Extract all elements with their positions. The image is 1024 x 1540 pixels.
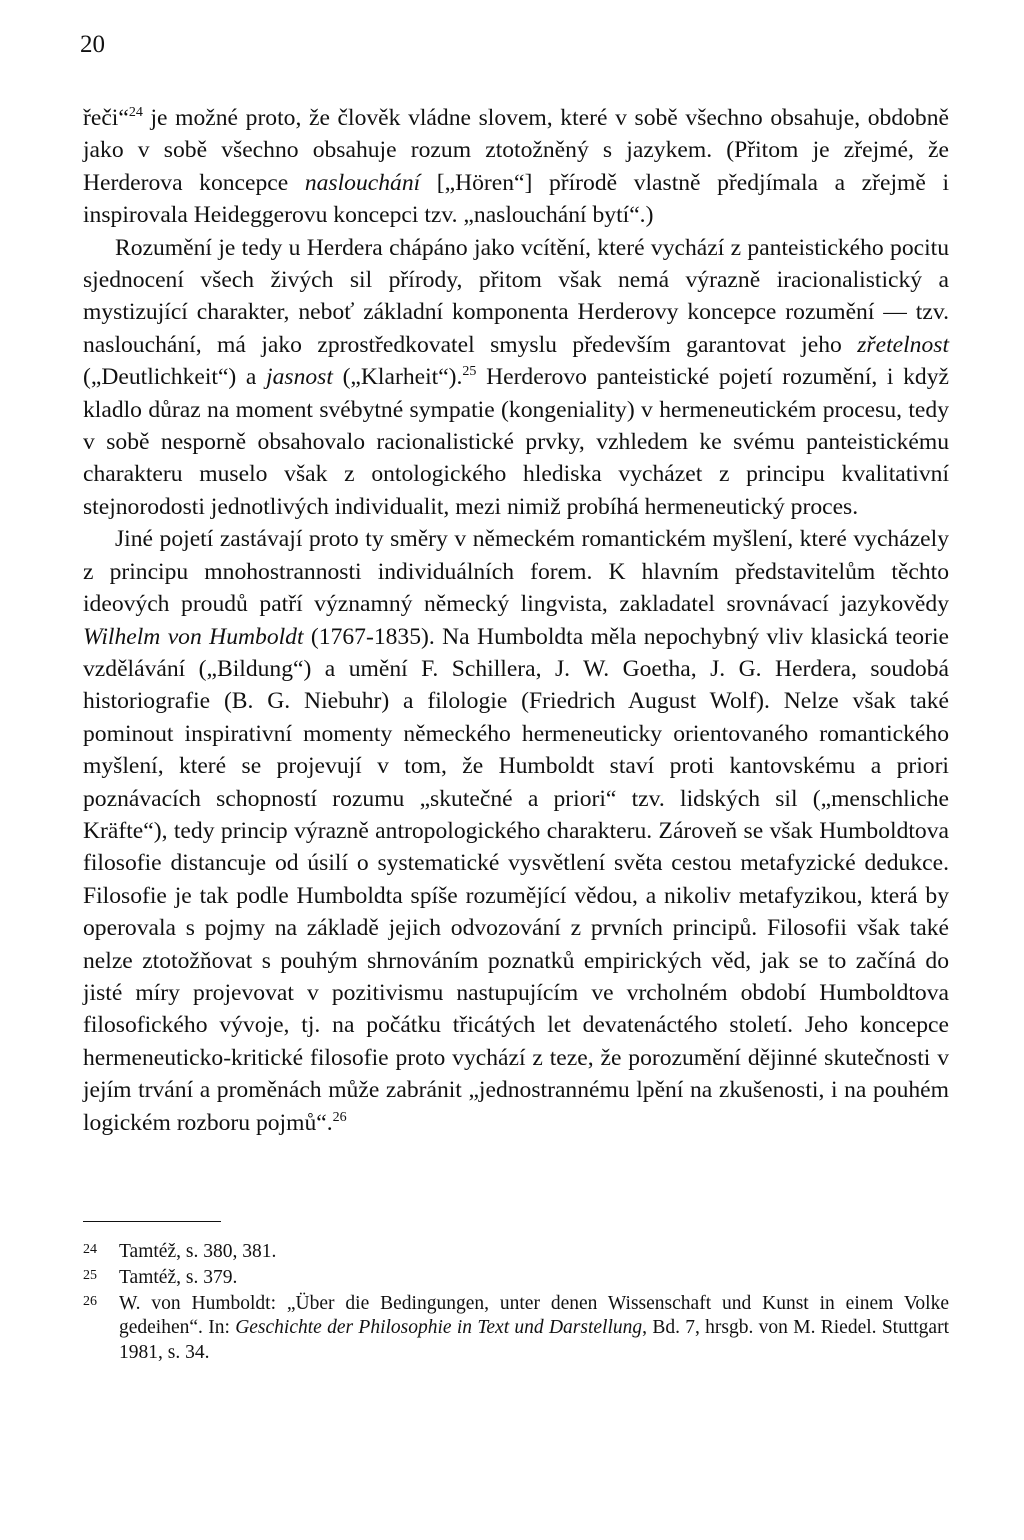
- text-run: (1767-1835). Na Humboldta měla nepochybný vliv klasická teorie vzdělávání („Bildung“) a umění F. Schillera, J. W. Goetha, J. G. Herdera, soudobá historiografie (B. G. Niebuhr) a filologie (Friedrich August Wolf). Nelze však také pominout inspirativní momenty německého hermeneuticky orientovaného romantického myšlení, které se projevují v tom, že Humboldt staví proti kantovskému a priori poznávacích schopností rozumu „skutečné a priori“ tzv. lidských sil („menschliche Kräfte“), tedy princip výrazně antropologického charakteru. Zároveň se však Humboldtova filosofie distancuje od úsilí o systematické vysvětlení světa cestou metafyzické dedukce. Filosofie je tak podle Humboldta spíše rozumějící vědou, a nikoliv metafyzikou, která by operovala s pojmy na základě jejich odvozování z prvních principů. Filosofii však také nelze ztotožňovat s pouhým shrnováním poznatků empirických věd, jak se to začíná do jisté míry projevovat v pozitivismu nastupujícím ve vrcholném období Humboldtova filosofického vývoje, tj. na počátku třicátých let devatenáctého století. Jeho koncepce hermeneuticko-kritické filosofie proto vychází z teze, že porozumění dějinné skutečnosti v jejím trvání a proměnách může zabránit „jednostrannému lpění na zkušenosti, i na pouhém logickém rozboru pojmů“.: [83, 623, 949, 1136]
- footnote-26: [83, 1292, 949, 1366]
- footnote-25: [83, 1266, 949, 1291]
- footnote-text: [119, 1240, 949, 1265]
- text-run: Rozumění je tedy u Herdera chápáno jako vcítění, které vychází z panteistického pocitu sjednocení všech živých sil přírody, přitom však nemá výrazně iracionalistický a mystizující charakter, neboť základní komponenta Herderovy koncepce rozumění — tzv. naslouchání, má jako zprostředkovatel smyslu především garantovat jeho: [83, 234, 949, 358]
- footnote-24: [83, 1240, 949, 1265]
- text-run: Tamtéž, s. 380, 381.: [119, 1241, 277, 1262]
- footnote-ref: 26: [332, 1109, 347, 1125]
- italic-text: Geschichte der Philosophie in Text und Darstellung: [235, 1317, 643, 1339]
- text-run: , Bd. 7, hrsgb. von M. Riedel. Stuttgart 1981, s. 34.: [119, 1317, 949, 1364]
- footnote-number: 26: [83, 1293, 97, 1309]
- paragraph-2: [83, 232, 949, 524]
- text-run: řeči“: [83, 105, 129, 131]
- text-run: Jiné pojetí zastávají proto ty směry v německém romantickém myšlení, které vycházely z principu mnohostrannosti individuálních forem. K hlavním představitelům těchto ideových proudů patří významný německý lingvista, zakladatel srovnávací jazykovědy: [83, 526, 949, 618]
- footnote-text: [119, 1266, 949, 1291]
- text-run: („Klarheit“).: [332, 364, 463, 391]
- italic-text: zřetelnost: [857, 331, 949, 358]
- page-number: 20: [80, 31, 105, 58]
- footnotes: [83, 1240, 949, 1366]
- footnote-number: 24: [83, 1242, 97, 1257]
- body-text: [83, 102, 949, 1139]
- text-run: W. von Humboldt: „Über die Bedingungen, unter denen Wissenschaft und Kunst in einem Volke gedeihen“. In:: [119, 1292, 949, 1339]
- footnote-number: 25: [83, 1267, 97, 1283]
- document-page: [80, 28, 949, 1367]
- footnote-ref: 24: [128, 105, 143, 121]
- italic-text: jasnost: [266, 364, 333, 391]
- italic-text: Wilhelm von Humboldt: [83, 623, 304, 650]
- footnote-separator: [83, 1221, 221, 1222]
- italic-text: naslouchání: [304, 169, 421, 196]
- text-run: je možné proto, že člověk vládne slovem, které v sobě všechno obsahuje, obdobně jako v sobě všechno obsahuje rozum ztotožněný s jazykem. (Přitom je zřejmé, že Herderova koncepce: [83, 105, 949, 196]
- text-run: Tamtéž, s. 379.: [119, 1266, 238, 1288]
- paragraph-1: [83, 102, 949, 232]
- footnote-text: [119, 1292, 949, 1366]
- text-run: Herderovo panteistické pojetí rozumění, i když kladlo důraz na moment svébytné sympatie (kongeniality) v hermeneutickém procesu, tedy v sobě nesporně obsahovalo racionalistické prvky, vzhledem ke svému panteistickému charakteru muselo však z ontologického hlediska vycházet z principu kvalitativní stejnorodosti jednotlivých individualit, mezi nimiž probíhá hermeneutický proces.: [83, 364, 949, 520]
- footnote-ref: 25: [462, 364, 477, 380]
- text-run: [„Hören“] přírodě vlastně předjímala a zřejmě i inspirovala Heideggerovu koncepci tzv. „naslouchání bytí“.): [83, 169, 949, 229]
- text-run: („Deutlichkeit“) a: [83, 364, 267, 391]
- paragraph-3: [83, 523, 949, 1139]
